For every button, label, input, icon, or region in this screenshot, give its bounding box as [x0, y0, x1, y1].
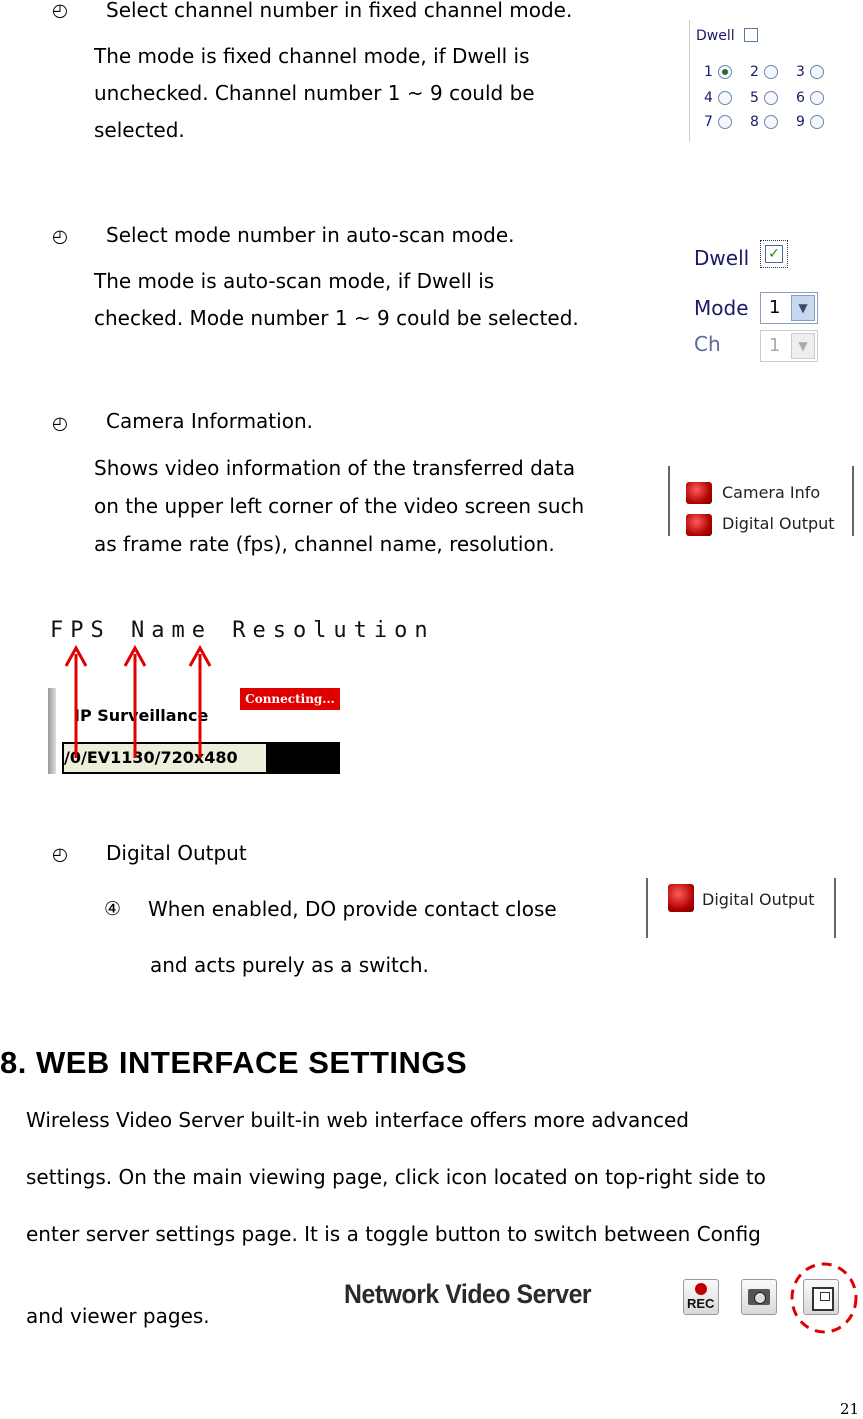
camera-info-button[interactable] [686, 482, 712, 504]
mode-select[interactable] [760, 292, 818, 324]
digital-output-heading: Digital Output [106, 841, 247, 865]
channel-label: 5 [750, 90, 759, 106]
dwell-label: Dwell [694, 246, 750, 270]
web-settings-line: settings. On the main viewing page, click icon located on top-right side to [26, 1165, 766, 1189]
auto-scan-line: The mode is auto-scan mode, if Dwell is [94, 269, 495, 293]
channel-radio-6[interactable] [810, 91, 824, 105]
connecting-badge: Connecting... [240, 688, 340, 710]
web-settings-line: Wireless Video Server built-in web interface offers more advanced [26, 1108, 689, 1132]
osd-title: IP Surveillance [74, 706, 209, 725]
web-settings-line: enter server settings page. It is a toggle button to switch between Config [26, 1222, 761, 1246]
channel-radio-7[interactable] [718, 115, 732, 129]
dwell-checkbox-focus [760, 240, 788, 268]
auto-scan-panel [690, 236, 830, 366]
fixed-channel-heading: Select channel number in fixed channel mode. [106, 0, 573, 22]
dwell-label: Dwell [696, 28, 735, 44]
osd-info: /0/EV1130/720x480 [64, 744, 266, 772]
sub-bullet-icon: ④ [104, 898, 122, 920]
ch-label: Ch [694, 332, 721, 356]
web-settings-line: and viewer pages. [26, 1304, 210, 1328]
highlight-circle [786, 1258, 862, 1338]
dwell-checkbox[interactable] [744, 28, 758, 42]
channel-label: 2 [750, 64, 759, 80]
digital-output-line: and acts purely as a switch. [150, 953, 429, 977]
channel-radio-9[interactable] [810, 115, 824, 129]
digital-output-label: Digital Output [722, 514, 835, 533]
bullet-icon: ◴ [52, 226, 68, 247]
digital-output-panel [646, 878, 840, 938]
rec-label: REC [687, 1296, 715, 1311]
record-button[interactable] [683, 1279, 719, 1315]
section-title: 8. WEB INTERFACE SETTINGS [0, 1045, 468, 1080]
chevron-down-icon: ▼ [791, 333, 815, 359]
auto-scan-line: checked. Mode number 1 ~ 9 could be selected. [94, 306, 579, 330]
divider [834, 878, 836, 938]
channel-label: 4 [704, 90, 713, 106]
channel-radio-2[interactable] [764, 65, 778, 79]
divider [852, 466, 854, 536]
fixed-channel-line: unchecked. Channel number 1 ~ 9 could be [94, 81, 535, 105]
camera-lens [754, 1292, 766, 1304]
dwell-checkbox-checked[interactable]: ✓ [765, 245, 783, 263]
page-number: 21 [840, 1400, 860, 1418]
digital-output-button[interactable] [668, 884, 694, 912]
ch-select-value: 1 [769, 335, 781, 356]
annotation-arrows [0, 640, 260, 760]
channel-label: 8 [750, 114, 759, 130]
ch-select[interactable] [760, 330, 818, 362]
mode-label: Mode [694, 296, 749, 320]
mode-select-value: 1 [769, 297, 781, 318]
digital-output-line: When enabled, DO provide contact close [148, 897, 557, 921]
camera-info-line: on the upper left corner of the video screen such [94, 494, 585, 518]
bullet-icon: ◴ [52, 413, 68, 434]
channel-label: 3 [796, 64, 805, 80]
digital-output-button[interactable] [686, 514, 712, 536]
bullet-icon: ◴ [52, 0, 68, 21]
channel-radio-5[interactable] [764, 91, 778, 105]
auto-scan-heading: Select mode number in auto-scan mode. [106, 223, 515, 247]
divider [668, 466, 670, 536]
channel-selector-panel [689, 20, 832, 142]
channel-radio-4[interactable] [718, 91, 732, 105]
camera-info-heading: Camera Information. [106, 409, 313, 433]
digital-output-label: Digital Output [702, 890, 815, 909]
record-icon [695, 1283, 707, 1295]
channel-label: 6 [796, 90, 805, 106]
camera-info-panel [666, 466, 861, 536]
osd-field-names: FPS Name Resolution [50, 618, 435, 643]
channel-radio-1[interactable] [718, 65, 732, 79]
fixed-channel-line: The mode is fixed channel mode, if Dwell is [94, 44, 530, 68]
channel-label: 1 [704, 64, 713, 80]
channel-radio-3[interactable] [810, 65, 824, 79]
camera-info-line: Shows video information of the transferred data [94, 456, 576, 480]
chevron-down-icon: ▼ [791, 295, 815, 321]
banner-title: Network Video Server [344, 1279, 592, 1309]
camera-info-line: as frame rate (fps), channel name, resolution. [94, 532, 555, 556]
divider [646, 878, 648, 938]
channel-radio-8[interactable] [764, 115, 778, 129]
snapshot-button[interactable] [741, 1279, 777, 1315]
camera-info-label: Camera Info [722, 483, 821, 502]
channel-label: 9 [796, 114, 805, 130]
channel-label: 7 [704, 114, 713, 130]
bullet-icon: ◴ [52, 844, 68, 865]
fixed-channel-line: selected. [94, 118, 185, 142]
